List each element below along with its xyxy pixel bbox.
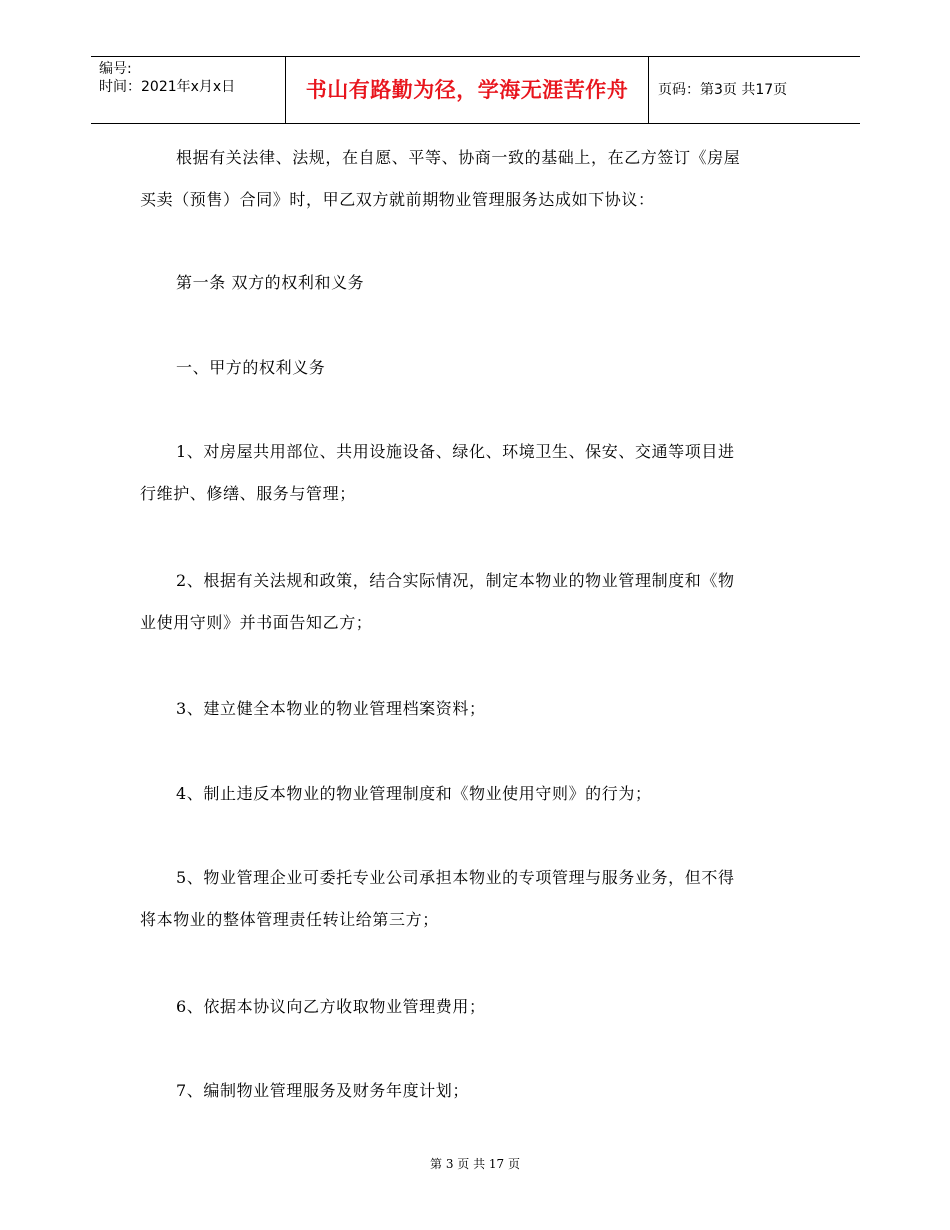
- list-item: [140, 867, 820, 931]
- list-item: [140, 570, 820, 634]
- paragraph-intro: [140, 147, 820, 211]
- paragraph-line: 3、建立健全本物业的物业管理档案资料；: [176, 699, 486, 718]
- section-heading: [140, 357, 820, 379]
- document-time-label: 时间：2021年x月x日: [99, 79, 236, 95]
- paragraph-line: 行维护、修缮、服务与管理；: [140, 484, 356, 503]
- paragraph-line: 买卖（预售）合同》时，甲乙双方就前期物业管理服务达成如下协议：: [140, 190, 655, 209]
- header-page-number: 页码：第3页 共17页: [658, 82, 788, 98]
- list-item: [140, 698, 820, 720]
- paragraph-line: 1、对房屋共用部位、共用设施设备、绿化、环境卫生、保安、交通等项目进: [176, 442, 735, 461]
- list-item: [140, 996, 820, 1018]
- paragraph-line: 业使用守则》并书面告知乙方；: [140, 613, 373, 632]
- paragraph-line: 7、编制物业管理服务及财务年度计划；: [176, 1081, 469, 1100]
- list-item: [140, 783, 820, 805]
- header-divider: [648, 57, 649, 123]
- paragraph-line: 一、甲方的权利义务: [176, 358, 326, 377]
- paragraph-line: 2、根据有关法规和政策，结合实际情况，制定本物业的物业管理制度和《物: [176, 571, 735, 590]
- page-footer: 第 3 页 共 17 页: [430, 1157, 520, 1171]
- paragraph-line: 根据有关法律、法规，在自愿、平等、协商一致的基础上，在乙方签订《房屋: [176, 148, 741, 167]
- header-slogan: 书山有路勤为径，学海无涯苦作舟: [305, 78, 629, 102]
- paragraph-line: 将本物业的整体管理责任转让给第三方；: [140, 910, 439, 929]
- article-heading: [140, 272, 820, 294]
- paragraph-line: 6、依据本协议向乙方收取物业管理费用；: [176, 997, 486, 1016]
- paragraph-line: 5、物业管理企业可委托专业公司承担本物业的专项管理与服务业务，但不得: [176, 868, 735, 887]
- page-header: [91, 56, 860, 124]
- list-item: [140, 1080, 820, 1102]
- document-number-label: 编号:: [99, 61, 132, 77]
- list-item: [140, 441, 820, 505]
- paragraph-line: 第一条 双方的权利和义务: [176, 273, 365, 292]
- header-meta: [99, 60, 235, 96]
- paragraph-line: 4、制止违反本物业的物业管理制度和《物业使用守则》的行为；: [176, 784, 652, 803]
